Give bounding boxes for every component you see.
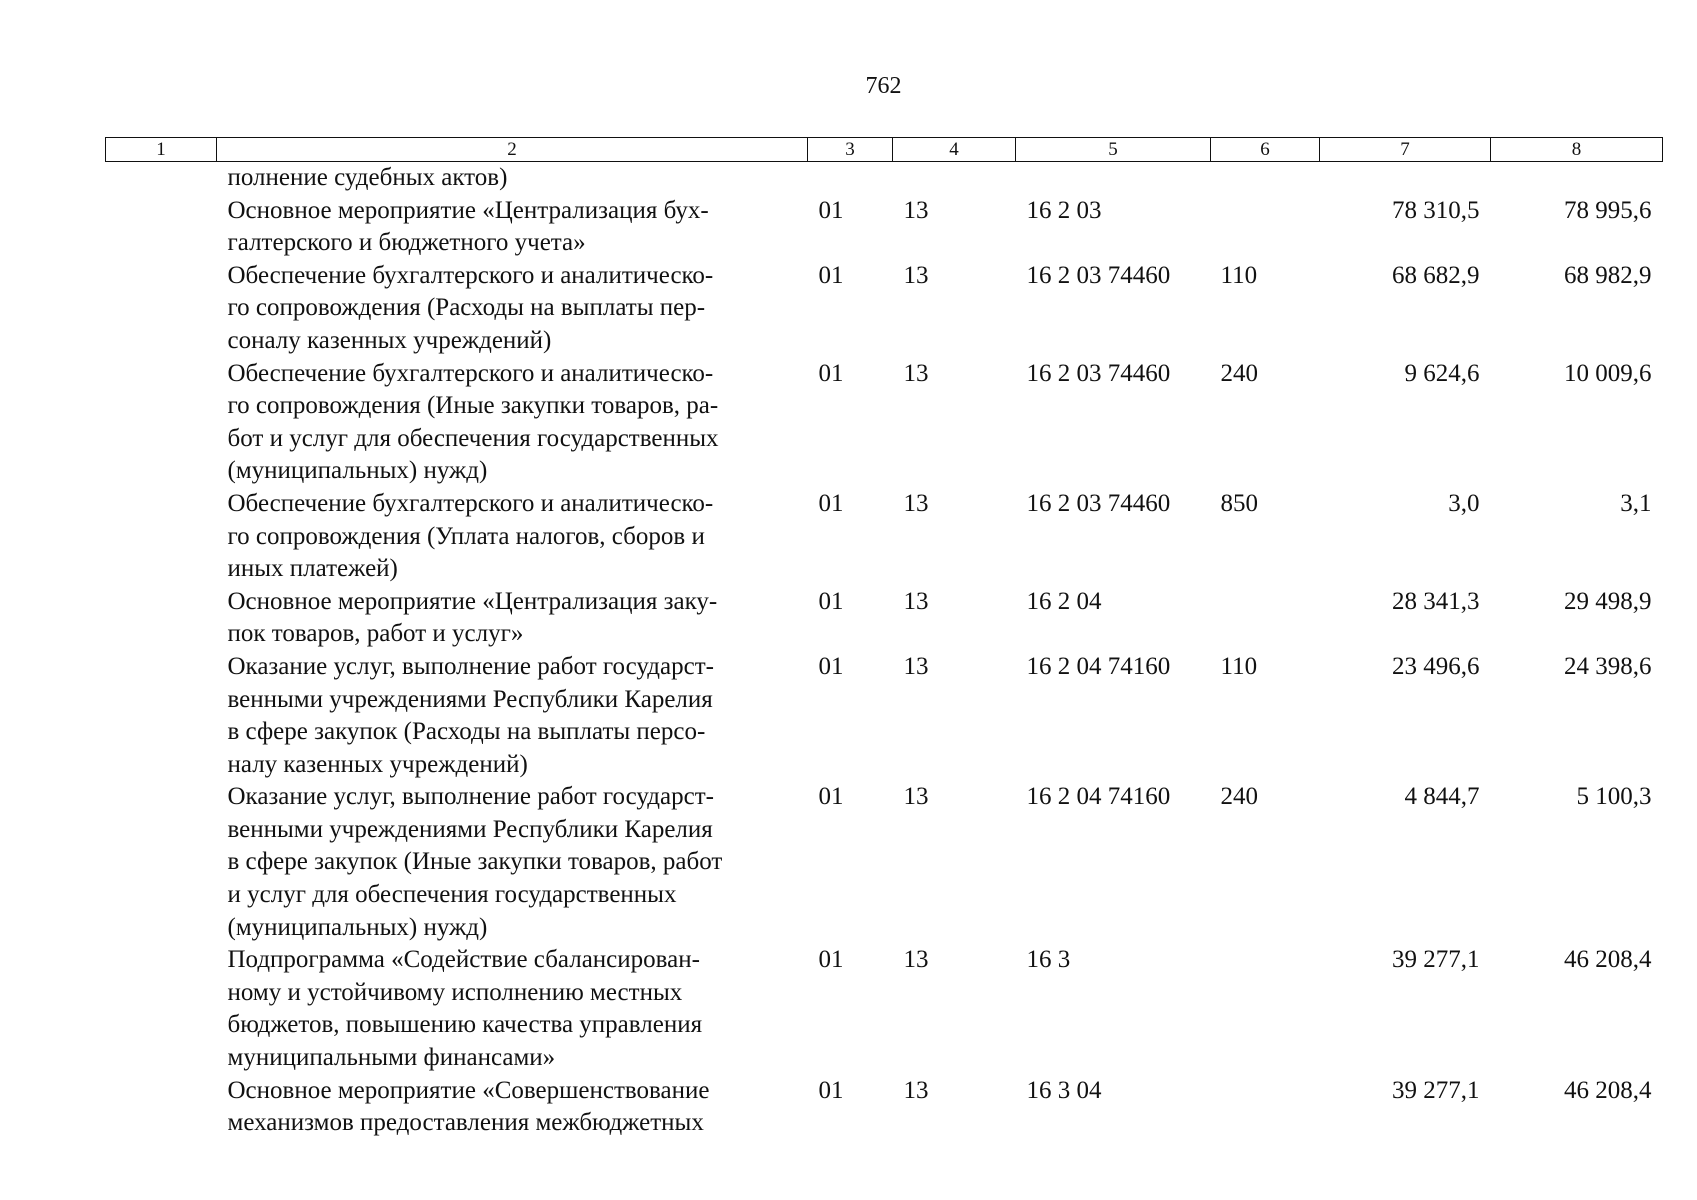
- section-code-cell: 01: [818, 196, 844, 224]
- description-line: Основное мероприятие «Совершенствование: [227, 1076, 710, 1104]
- subsection-code-cell: 13: [903, 261, 929, 289]
- table-row: [106, 1075, 1663, 1140]
- description-line: го сопровождения (Уплата налогов, сборов и: [227, 522, 705, 550]
- target-article-cell: 16 2 03: [1026, 196, 1102, 224]
- table-row: [106, 781, 1663, 944]
- row-number-cell: [106, 1075, 217, 1140]
- target-article-cell: 16 2 03 74460: [1026, 359, 1171, 387]
- table-row: [106, 195, 1663, 260]
- amount-year2-cell: 46 208,4: [1564, 946, 1652, 974]
- table-row: [106, 944, 1663, 1074]
- table-row: [106, 651, 1663, 781]
- description-line: полнение судебных актов): [227, 164, 508, 191]
- subsection-code-cell: 13: [903, 587, 929, 615]
- budget-table: [105, 137, 1663, 1140]
- row-number-cell: [106, 944, 217, 1074]
- description-line: ному и устойчивому исполнению местных: [227, 978, 683, 1006]
- row-number-cell: [106, 781, 217, 944]
- expense-type-cell: 110: [1220, 261, 1258, 289]
- row-number-cell: [106, 358, 217, 488]
- amount-year1-cell: 3,0: [1448, 489, 1480, 517]
- expense-type-cell: 240: [1220, 359, 1258, 387]
- amount-year1-cell: 4 844,7: [1404, 783, 1480, 811]
- target-article-cell: 16 2 03 74460: [1026, 261, 1171, 289]
- target-article-cell: 16 2 04 74160: [1026, 783, 1171, 811]
- table-row: [106, 358, 1663, 488]
- amount-year1-cell: 9 624,6: [1404, 359, 1480, 387]
- column-header: 5: [1016, 138, 1211, 162]
- description-line: налу казенных учреждений): [227, 750, 528, 778]
- table-row: [106, 586, 1663, 651]
- description-line: венными учреждениями Республики Карелия: [227, 685, 713, 713]
- amount-year2-cell: 10 009,6: [1564, 359, 1652, 387]
- table-row: [106, 162, 1663, 195]
- description-line: соналу казенных учреждений): [227, 326, 552, 354]
- target-article-cell: 16 2 03 74460: [1026, 489, 1171, 517]
- amount-year1-cell: 39 277,1: [1392, 946, 1480, 974]
- description-line: Оказание услуг, выполнение работ государст-: [227, 783, 714, 811]
- expense-type-cell: [1211, 944, 1320, 1074]
- description-line: бюджетов, повышению качества управления: [227, 1011, 703, 1039]
- expense-type-cell: 110: [1220, 652, 1258, 680]
- column-header-row: [106, 138, 1663, 162]
- target-article-cell: 16 2 04 74160: [1026, 652, 1171, 680]
- amount-year2-cell: 5 100,3: [1576, 783, 1652, 811]
- column-header: 7: [1320, 138, 1491, 162]
- amount-year2-cell: 3,1: [1620, 489, 1652, 517]
- description-line: галтерского и бюджетного учета»: [227, 229, 586, 257]
- description-cell: [217, 195, 808, 260]
- description-line: го сопровождения (Расходы на выплаты пер-: [227, 294, 706, 322]
- table-row: [106, 488, 1663, 586]
- description-line: в сфере закупок (Расходы на выплаты персо-: [227, 718, 706, 746]
- row-number-cell: [106, 586, 217, 651]
- expense-type-cell: 240: [1220, 783, 1258, 811]
- description-line: Основное мероприятие «Централизация бух-: [227, 196, 709, 224]
- description-line: го сопровождения (Иные закупки товаров, ра-: [227, 392, 719, 420]
- description-cell: [217, 944, 808, 1074]
- section-code-cell: [808, 162, 893, 195]
- column-header: 8: [1491, 138, 1663, 162]
- description-line: Оказание услуг, выполнение работ государст-: [227, 652, 714, 680]
- subsection-code-cell: 13: [903, 783, 929, 811]
- row-number-cell: [106, 162, 217, 195]
- column-header: 6: [1211, 138, 1320, 162]
- subsection-code-cell: 13: [903, 946, 929, 974]
- subsection-code-cell: [893, 162, 1016, 195]
- subsection-code-cell: 13: [903, 359, 929, 387]
- description-line: венными учреждениями Республики Карелия: [227, 815, 713, 843]
- section-code-cell: 01: [818, 359, 844, 387]
- table-body: [106, 162, 1663, 1140]
- description-cell: [217, 1075, 808, 1140]
- description-line: Обеспечение бухгалтерского и аналитическо-: [227, 359, 714, 387]
- description-cell: [217, 488, 808, 586]
- section-code-cell: 01: [818, 261, 844, 289]
- row-number-cell: [106, 195, 217, 260]
- description-line: (муниципальных) нужд): [227, 913, 488, 941]
- column-header: 4: [893, 138, 1016, 162]
- section-code-cell: 01: [818, 652, 844, 680]
- description-cell: [217, 586, 808, 651]
- amount-year1-cell: 68 682,9: [1392, 261, 1480, 289]
- subsection-code-cell: 13: [903, 489, 929, 517]
- description-line: Обеспечение бухгалтерского и аналитическо-: [227, 261, 714, 289]
- amount-year2-cell: 68 982,9: [1564, 261, 1652, 289]
- expense-type-cell: [1211, 195, 1320, 260]
- row-number-cell: [106, 488, 217, 586]
- description-line: (муниципальных) нужд): [227, 457, 488, 485]
- subsection-code-cell: 13: [903, 652, 929, 680]
- row-number-cell: [106, 260, 217, 358]
- table-row: [106, 260, 1663, 358]
- amount-year1-cell: 39 277,1: [1392, 1076, 1480, 1104]
- subsection-code-cell: 13: [903, 196, 929, 224]
- expense-type-cell: [1211, 586, 1320, 651]
- description-cell: [217, 781, 808, 944]
- section-code-cell: 01: [818, 783, 844, 811]
- column-header: 3: [808, 138, 893, 162]
- description-line: муниципальными финансами»: [227, 1044, 556, 1072]
- amount-year2-cell: 78 995,6: [1564, 196, 1652, 224]
- amount-year1-cell: 23 496,6: [1392, 652, 1480, 680]
- row-number-cell: [106, 651, 217, 781]
- target-article-cell: 16 2 04: [1026, 587, 1102, 615]
- description-line: иных платежей): [227, 555, 398, 583]
- section-code-cell: 01: [818, 1076, 844, 1104]
- description-cell: [217, 358, 808, 488]
- amount-year2-cell: 24 398,6: [1564, 652, 1652, 680]
- amount-year1-cell: 28 341,3: [1392, 587, 1480, 615]
- description-line: механизмов предоставления межбюджетных: [227, 1109, 704, 1137]
- description-cell: [217, 162, 808, 195]
- description-line: и услуг для обеспечения государственных: [227, 881, 677, 909]
- expense-type-cell: [1211, 1075, 1320, 1140]
- description-line: Обеспечение бухгалтерского и аналитическо-: [227, 489, 714, 517]
- expense-type-cell: 850: [1220, 489, 1258, 517]
- subsection-code-cell: 13: [903, 1076, 929, 1104]
- description-cell: [217, 260, 808, 358]
- description-line: Подпрограмма «Содействие сбалансирован-: [227, 946, 700, 974]
- column-header: 2: [217, 138, 808, 162]
- description-line: бот и услуг для обеспечения государственных: [227, 424, 719, 452]
- description-line: пок товаров, работ и услуг»: [227, 620, 524, 648]
- amount-year2-cell: 46 208,4: [1564, 1076, 1652, 1104]
- description-line: Основное мероприятие «Централизация заку-: [227, 587, 718, 615]
- amount-year1-cell: 78 310,5: [1392, 196, 1480, 224]
- target-article-cell: [1016, 162, 1211, 195]
- expense-type-cell: [1211, 162, 1320, 195]
- column-header: 1: [106, 138, 217, 162]
- amount-year2-cell: [1491, 162, 1663, 195]
- section-code-cell: 01: [818, 489, 844, 517]
- target-article-cell: 16 3 04: [1026, 1076, 1102, 1104]
- description-cell: [217, 651, 808, 781]
- amount-year1-cell: [1320, 162, 1491, 195]
- section-code-cell: 01: [818, 946, 844, 974]
- page-number: 762: [865, 73, 902, 99]
- section-code-cell: 01: [818, 587, 844, 615]
- amount-year2-cell: 29 498,9: [1564, 587, 1652, 615]
- target-article-cell: 16 3: [1026, 946, 1071, 974]
- description-line: в сфере закупок (Иные закупки товаров, работ: [227, 848, 723, 876]
